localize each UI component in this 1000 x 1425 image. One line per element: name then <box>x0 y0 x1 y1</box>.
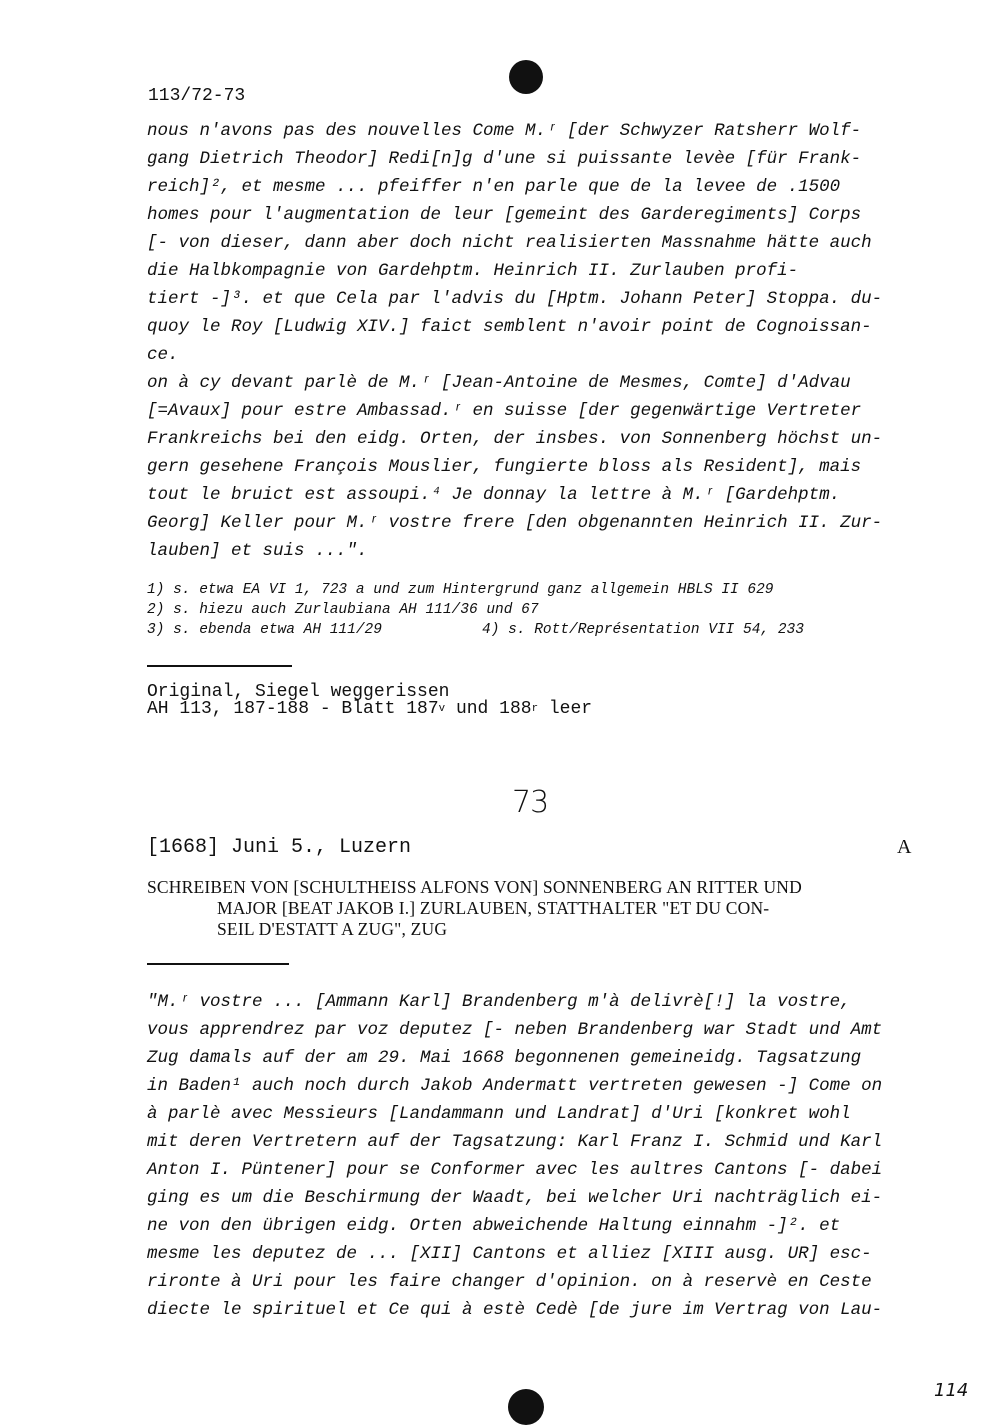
text-line: [=Avaux] pour estre Ambassad.ʳ en suisse [der gegenwärtige Vertreter <box>147 401 862 421</box>
document-type-letter: A <box>897 836 912 858</box>
footnote: 4) s. Rott/Représentation VII 54, 233 <box>482 622 804 638</box>
text-line: on à cy devant parlè de M.ʳ [Jean-Antoine de Mesmes, Comte] d'Advau <box>147 373 851 393</box>
punch-hole-top <box>509 60 543 94</box>
punch-hole-bottom <box>508 1389 544 1425</box>
text-line: Anton I. Püntener] pour se Conformer avec les aultres Cantons [- dabei <box>147 1160 883 1180</box>
text-line: homes pour l'augmentation de leur [gemeint des Garderegiments] Corps <box>147 205 862 225</box>
text-line: reich]², et mesme ... pfeiffer n'en parle que de la levee de .1500 <box>147 177 841 197</box>
text-line: mesme les deputez de ... [XII] Cantons et alliez [XIII ausg. UR] esc- <box>147 1244 872 1264</box>
divider <box>147 963 289 965</box>
footnote: 1) s. etwa EA VI 1, 723 a und zum Hintergrund ganz allgemein HBLS II 629 <box>147 582 774 598</box>
footnote: 3) s. ebenda etwa AH 111/29 <box>147 622 382 638</box>
text-line: vous apprendrez par voz deputez [- neben Brandenberg war Stadt und Amt <box>147 1020 883 1040</box>
text-line: ne von den übrigen eidg. Orten abweichende Haltung einnahm -]². et <box>147 1216 841 1236</box>
title-line: MAJOR [BEAT JAKOB I.] ZURLAUBEN, STATTHALTER "ET DU CON- <box>217 898 770 918</box>
footnote: 2) s. hiezu auch Zurlaubiana AH 111/36 und 67 <box>147 602 539 618</box>
document-reference: 113/72-73 <box>148 86 246 106</box>
text-line: "M.ʳ vostre ... [Ammann Karl] Brandenberg m'à delivrè[!] la vostre, <box>147 992 851 1012</box>
text-line: ging es um die Beschirmung der Waadt, bei welcher Uri nachträglich ei- <box>147 1188 883 1208</box>
text-line: Frankreichs bei den eidg. Orten, der insbes. von Sonnenberg höchst un- <box>147 429 883 449</box>
text-line: Georg] Keller pour M.ʳ vostre frere [den obgenannten Heinrich II. Zur- <box>147 513 883 533</box>
text-line: [- von dieser, dann aber doch nicht realisierten Massnahme hätte auch <box>147 233 872 253</box>
source-note: Original, Siegel weggerissen <box>147 682 450 702</box>
text-line: in Baden¹ auch noch durch Jakob Andermatt vertreten gewesen -] Come on <box>147 1076 883 1096</box>
text-line: nous n'avons pas des nouvelles Come M.ʳ [der Schwyzer Ratsherr Wolf- <box>147 121 862 141</box>
text-line: tiert -]³. et que Cela par l'advis du [Hptm. Johann Peter] Stoppa. du- <box>147 289 883 309</box>
text-line: die Halbkompagnie von Gardehptm. Heinrich II. Zurlauben profi- <box>147 261 799 281</box>
document-number: 73 <box>512 785 549 820</box>
text-line: quoy le Roy [Ludwig XIV.] faict semblent n'avoir point de Cognoissan- <box>147 317 872 337</box>
source-note-archive: AH 113, 187-188 - Blatt 187$^v$ und 188$^r$ leer <box>147 699 593 719</box>
title-line: SEIL D'ESTATT A ZUG", ZUG <box>217 919 448 939</box>
divider <box>147 665 292 667</box>
text-line: mit deren Vertretern auf der Tagsatzung: Karl Franz I. Schmid und Karl <box>147 1132 883 1152</box>
text-line: à parlè avec Messieurs [Landammann und Landrat] d'Uri [konkret wohl <box>147 1104 851 1124</box>
text-line: gang Dietrich Theodor] Redi[n]g d'une si puissante levèe [für Frank- <box>147 149 862 169</box>
text-line: Zug damals auf der am 29. Mai 1668 begonnenen gemeineidg. Tagsatzung <box>147 1048 862 1068</box>
text-line: diecte le spirituel et Ce qui à estè Cedè [de jure im Vertrag von Lau- <box>147 1300 883 1320</box>
text-line: ce. <box>147 345 179 365</box>
handwritten-page-number: 114 <box>934 1380 969 1401</box>
text-line: gern gesehene François Mouslier, fungierte bloss als Resident], mais <box>147 457 862 477</box>
text-line: rironte à Uri pour les faire changer d'opinion. on à reservè en Ceste <box>147 1272 872 1292</box>
document-date: [1668] Juni 5., Luzern <box>147 836 412 859</box>
text-line: lauben] et suis ...". <box>147 541 368 561</box>
text-line: tout le bruict est assoupi.⁴ Je donnay la lettre à M.ʳ [Gardehptm. <box>147 485 841 505</box>
title-line: SCHREIBEN VON [SCHULTHEISS ALFONS VON] SONNENBERG AN RITTER UND <box>147 877 802 897</box>
